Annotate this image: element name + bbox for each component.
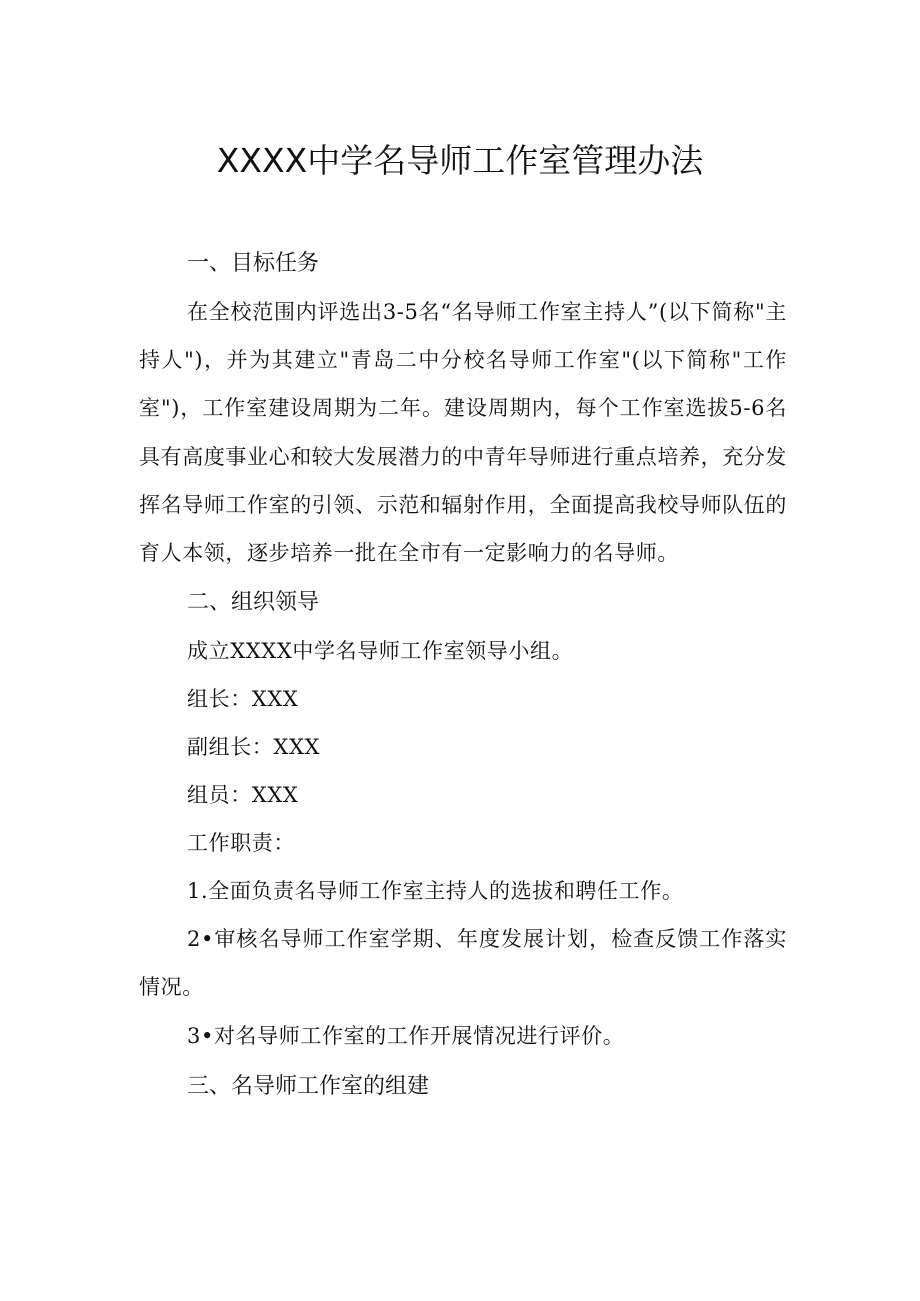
section-heading-goals: 一、目标任务	[187, 251, 320, 276]
member-line: 组员：XXX	[187, 783, 299, 808]
document-body	[139, 240, 787, 1111]
deputy-leader-line: 副组长：XXX	[187, 735, 321, 760]
section-heading-leadership: 二、组织领导	[187, 590, 320, 616]
section-heading-formation: 三、名导师工作室的组建	[187, 1073, 430, 1099]
leadership-group-line: 成立XXXX中学名导师工作室领导小组。	[187, 639, 574, 664]
duty-item-2: 2•审核名导师工作室学期、年度发展计划，检查反馈工作落实情况。	[139, 927, 787, 1000]
duty-item-3: 3•对名导师工作室的工作开展情况进行评价。	[187, 1023, 625, 1048]
duties-label: 工作职责：	[187, 831, 295, 856]
document-title: XXXX中学名导师工作室管理办法	[216, 141, 704, 180]
section-paragraph-goals: 在全校范围内评选出3-5名“名导师工作室主持人”(以下简称"主持人")，并为其建立"青岛二中分校名导师工作室"(以下简称"工作室")，工作室建设周期为二年。建设周期内，每个工作室选拔5-6名具有高度事业心和较大发展潜力的中青年导师进行重点培养，充分发挥名导师工作室的引领、示范和辐射作用，全面提高我校导师队伍的育人本领，逐步培养一批在全市有一定影响力的名导师。	[139, 300, 787, 566]
leader-line: 组长：XXX	[187, 687, 299, 712]
duty-item-1: 1.全面负责名导师工作室主持人的选拔和聘任工作。	[187, 879, 684, 904]
